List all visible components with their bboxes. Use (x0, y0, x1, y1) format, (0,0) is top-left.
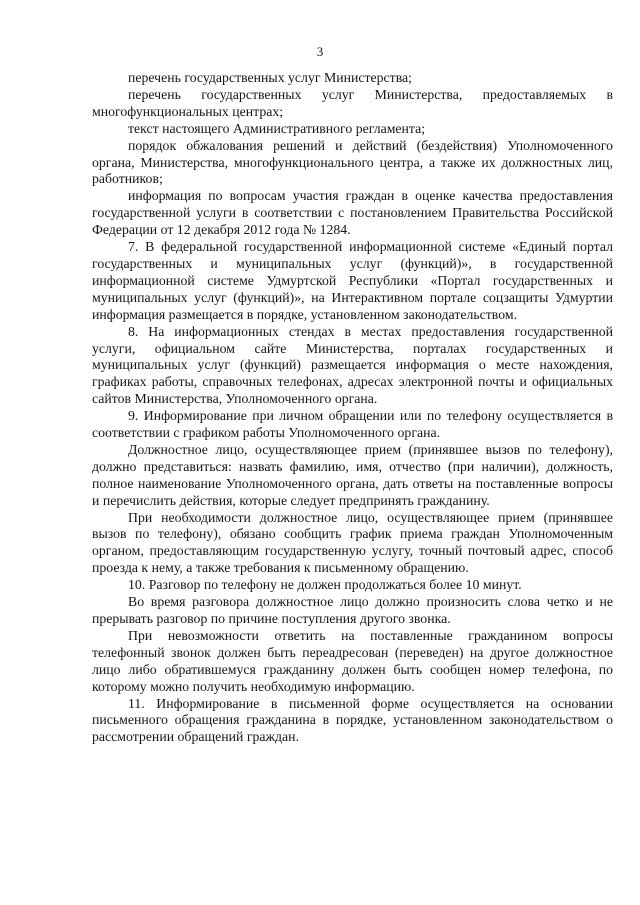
paragraph-9-personal-informing: 9. Информирование при личном обращении или по телефону осуществляется в соответствии с графиком работы Уполномоченного органа. (92, 408, 613, 441)
paragraph-appeal-procedure: порядок обжалования решений и действий (бездействия) Уполномоченного органа, Министерства, многофункционального центра, а также их должностных лиц, работников; (92, 137, 613, 187)
paragraph-regulation-text: текст настоящего Административного регламента; (128, 120, 426, 136)
paragraph-8-stands: 8. На информационных стендах в местах предоставления государственной услуги, официальном сайте Министерства, порталах государственных и муниципальных услуг (функций) размещается информация о месте нахождения, графиках работы, справочных телефонах, адресах электронной почты и официальных сайтов Министерства, Уполномоченного органа. (92, 323, 613, 407)
paragraph-10-call-duration: 10. Разговор по телефону не должен продолжаться более 10 минут. (128, 577, 522, 593)
paragraph-11-written-informing: 11. Информирование в письменной форме осуществляется на основании письменного обращения гражданина в порядке, установленном законодательством о рассмотрении обращений граждан. (92, 695, 613, 745)
paragraph-7-portals: 7. В федеральной государственной информационной системе «Единый портал государственных и муниципальных услуг (функций)», в государственной информационной системе Удмуртской Республики «Портал государственных и муниципальных услуг (функций)», на Интерактивном портале соцзащиты Удмуртии информация размещается в порядке, установленном законодательством. (92, 239, 613, 322)
paragraph-mfc-services: перечень государственных услуг Министерства, предоставляемых в многофункциональных центрах; (92, 86, 613, 119)
paragraph-call-redirect: При невозможности ответить на поставленные гражданином вопросы телефонный звонок должен быть переадресован (переведен) на другое должностное лицо либо обратившемуся гражданину должен быть сообщен номер телефона, по которому можно получить необходимую информацию. (92, 627, 613, 694)
paragraph-schedule-info: При необходимости должностное лицо, осуществляющее прием (принявшее вызов по телефону), обязано сообщить график приема граждан Уполномоченным органом, предоставляющим государственную услугу, точный почтовый адрес, способ проезда к нему, а также требования к письменному обращению. (92, 509, 613, 576)
page-number: 3 (316, 44, 324, 59)
paragraph-call-conduct: Во время разговора должностное лицо должно произносить слова четко и не прерывать разговор по причине поступления другого звонка. (92, 594, 613, 626)
document-body (92, 70, 613, 746)
paragraph-quality-assessment: информация по вопросам участия граждан в оценке качества предоставления государственной услуги в соответствии с постановлением Правительства Российской Федерации от 12 декабря 2012 года № 1284. (92, 188, 613, 238)
paragraph-official-introduction: Должностное лицо, осуществляющее прием (принявшее вызов по телефону), должно представиться: назвать фамилию, имя, отчество (при наличии), должность, полное наименование Уполномоченного органа, дать ответы на поставленные вопросы и перечислить действия, которые следует предпринять гражданину. (92, 441, 613, 508)
paragraph-services-list: перечень государственных услуг Министерства; (128, 70, 412, 85)
